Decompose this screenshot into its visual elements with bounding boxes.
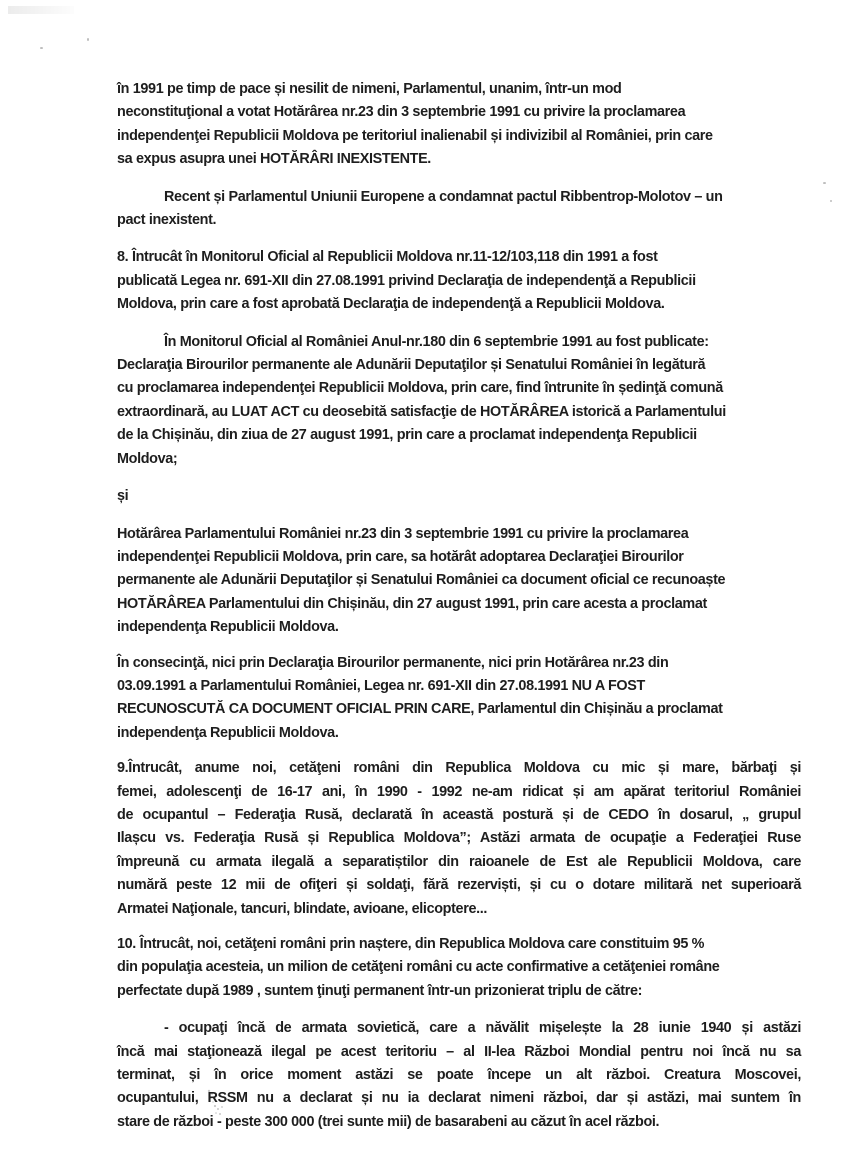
- text-line: În consecinţă, nici prin Declaraţia Birourilor permanente, nici prin Hotărârea nr.23 din: [117, 654, 669, 671]
- paragraph-conjunction: [117, 485, 801, 508]
- text-line: perfectate după 1989 , suntem ţinuţi permanent într-un prizonierat triplu de către:: [117, 982, 643, 999]
- text-line: 9.Întrucât, anume noi, cetăţeni români din Republica Moldova cu mic și mare, bărbaţi și: [117, 760, 801, 777]
- scan-speck: [823, 182, 826, 184]
- text-line: din populaţia acesteia, un milion de cetăţeni români cu acte confirmative a cetăţeniei române: [117, 959, 720, 976]
- text-line: terminat, și în orice moment astăzi se poate începe un alt război. Creatura Moscovei,: [117, 1067, 801, 1084]
- text-line: independenţa Republicii Moldova.: [117, 619, 339, 636]
- text-line: 10. Întrucât, noi, cetăţeni români prin naștere, din Republica Moldova care constituim 95 %: [117, 936, 705, 952]
- text-line: publicată Legea nr. 691-XII din 27.08.1991 privind Declaraţia de independenţă a Republicii: [117, 272, 696, 289]
- text-line: împreună cu armata ilegală a separatiștilor din raioanele de Est ale Republicii Moldova, care: [117, 853, 801, 870]
- text-line: de ocupantul – Federaţia Rusă, declarată în această postură și de CEDO în dosarul, „ grupul: [117, 806, 801, 823]
- text-line: de la Chișinău, din ziua de 27 august 1991, prin care a proclamat independenţa Republicii: [117, 427, 697, 444]
- paragraph-intro: [117, 78, 801, 172]
- text-line: Recent și Parlamentul Uniunii Europene a condamnat pactul Ribbentrop-Molotov – un: [164, 188, 723, 205]
- text-line: sa expus asupra unei HOTĂRÂRI INEXISTENTE.: [117, 151, 431, 168]
- text-line: cu proclamarea independenţei Republicii Moldova, prin care, find întrunite în ședinţă comună: [117, 380, 723, 397]
- scan-speck: [87, 38, 89, 41]
- paragraph-point-8: [117, 246, 801, 316]
- text-line: Moldova, prin care a fost aprobată Declaraţia de independenţă a Republicii Moldova.: [117, 296, 665, 313]
- text-line: Armatei Naţionale, tancuri, blindate, avioane, elicoptere...: [117, 900, 488, 917]
- text-line: Moldova;: [117, 450, 178, 467]
- text-line: Hotărârea Parlamentului României nr.23 din 3 septembrie 1991 cu privire la proclamarea: [117, 525, 689, 542]
- text-line: numără peste 12 mii de ofiţeri și soldaţi, fără rezerviști, și cu o dotare militară net superioară: [117, 877, 801, 894]
- text-line: Ilașcu vs. Federaţia Rusă și Republica Moldova”; Astăzi armata de ocupaţie a Federaţiei Ruse: [117, 830, 801, 847]
- text-line: independenţei Republicii Moldova, prin care, sa hotărât adoptarea Declaraţiei Birourilor: [117, 548, 684, 565]
- text-line: 03.09.1991 a Parlamentului României, Legea nr. 691-XII din 27.08.1991 NU A FOST: [117, 677, 645, 694]
- paragraph-monitor-romania: [117, 331, 801, 471]
- text-line: extraordinară, au LUAT ACT cu deosebită satisfacţie de HOTĂRÂREA istorică a Parlamentului: [117, 403, 726, 420]
- paragraph-point-9: [117, 757, 801, 921]
- text-line: HOTĂRÂREA Parlamentului din Chișinău, din 27 august 1991, prin care acesta a proclamat: [117, 595, 707, 612]
- scan-speck: [830, 200, 832, 202]
- text-line: permanente ale Adunării Deputaţilor și Senatului României ca document oficial ce recunoaște: [117, 572, 726, 589]
- paragraph-point-10: [117, 933, 801, 1003]
- document-page: [117, 78, 801, 1134]
- text-line: femei, adolescenţi de 16-17 ani, în 1990 - 1992 ne-am ridicat și am apărat teritoriul României: [117, 783, 801, 800]
- text-line: pact inexistent.: [117, 212, 217, 229]
- paragraph-point-10-bullet: [117, 1017, 801, 1134]
- text-line: independenţa Republicii Moldova.: [117, 724, 339, 741]
- text-line: și: [117, 488, 129, 505]
- text-line: independenţei Republicii Moldova pe teritoriul inalienabil și indivizibil al României, prin care: [117, 127, 713, 144]
- text-line: în 1991 pe timp de pace și nesilit de nimeni, Parlamentul, unanim, într-un mod: [117, 81, 622, 97]
- paragraph-consecinta: [117, 652, 801, 746]
- paragraph-hotararea: [117, 523, 801, 640]
- scan-edge-artifact: [8, 6, 74, 14]
- text-line: ocupantului, RSSM nu a declarat și nu ia declarat nimeni război, dar și astăzi, mai suntem în: [117, 1090, 801, 1107]
- text-line: RECUNOSCUTĂ CA DOCUMENT OFICIAL PRIN CARE, Parlamentul din Chișinău a proclamat: [117, 701, 723, 718]
- scan-speck: [40, 47, 43, 49]
- text-line: - ocupaţi încă de armata sovietică, care a năvălit mișelește la 28 iunie 1940 și astăzi: [164, 1020, 801, 1037]
- paragraph-recent: [117, 186, 801, 233]
- text-line: În Monitorul Oficial al României Anul-nr.180 din 6 septembrie 1991 au fost publicate:: [164, 333, 709, 350]
- text-line: încă mai staţionează ilegal pe acest teritoriu – al II-lea Război Mondial pentru noi încă nu sa: [117, 1043, 801, 1060]
- text-line: neconstituţional a votat Hotărârea nr.23 din 3 septembrie 1991 cu privire la proclamarea: [117, 104, 686, 121]
- text-line: Declaraţia Birourilor permanente ale Adunării Deputaţilor și Senatului României în legătură: [117, 357, 706, 374]
- text-line: 8. Întrucât în Monitorul Oficial al Republicii Moldova nr.11-12/103,118 din 1991 a fost: [117, 249, 658, 266]
- text-line: stare de război - peste 300 000 (trei sunte mii) de basarabeni au căzut în acel război.: [117, 1113, 660, 1130]
